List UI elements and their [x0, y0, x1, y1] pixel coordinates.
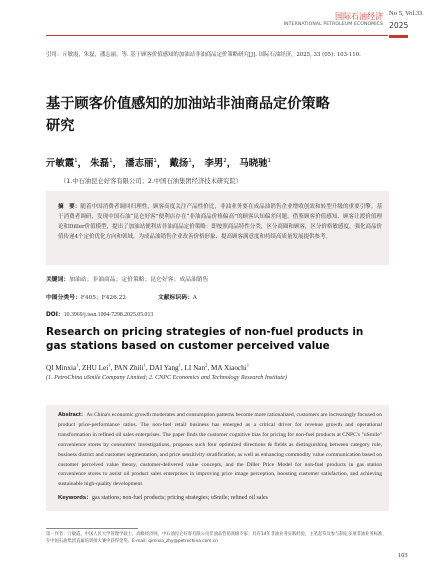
- footnote-divider: [46, 528, 138, 529]
- abstract-en-label: Abstract：: [58, 412, 87, 418]
- author-en: QI Minxia$^1$,: [46, 363, 83, 373]
- author-en: ZHU Lei$^1$,: [82, 363, 115, 373]
- author-en: DAI Yang$^1$,: [149, 363, 185, 373]
- issue-number: No 5, Vol.33: [389, 10, 423, 17]
- abstract-en-text: As China's economic growth moderates and consumption patterns become more rationalized, customers are increasingly focused on product price-performance ratios. The non-fuel retail business has emerged as a critical driver for revenue growth and operational transformation in refined oil sales enterprises. The paper finds the customer cognitive bias for pricing for non-fuel products at CNPC's "uSmile" convenience stores by consumers' investigations, proposes such four optimized directions & fields as distinguishing between category role, business district and customer segmentation, and price sensitivity stratification, as well as enhancing commodity value communication based on customer perceived value theory, customer-delivered value concepts, and the Diller Price Model for non-fuel products in gas station convenience stores to assist oil product sales enterprises in improving price image perception, boosting customer satisfaction, and achieving sustainable high-quality development.: [58, 412, 382, 488]
- author-en: PAN Zhili$^1$,: [114, 363, 150, 373]
- authors-en: [46, 363, 249, 372]
- page-number: 103: [398, 552, 408, 559]
- author-cn: 马晓驰$^1$: [239, 157, 271, 169]
- title-cn: [46, 93, 376, 137]
- doi-value: 10.3969/j.issn.1004-7298.2025.05.013: [63, 312, 154, 318]
- affiliation-cn: （1.中石油昆仑好客有限公司；2.中国石油集团经济技术研究院）: [60, 178, 243, 185]
- authors-cn: [46, 155, 271, 169]
- clc-number: [46, 292, 126, 301]
- issue-year: 2025: [389, 21, 409, 30]
- citation: 引用：亓敏霞，朱磊，潘志丽，等. 基于顾客价值感知的加油站非油商品定价策略研究[J]. 国际石油经济，2025, 33 (05): 103-110.: [46, 52, 361, 58]
- keywords-en-text: gas stations; non-fuel products; pricing strategies; uSmile; refined oil sales: [92, 495, 268, 501]
- author-cn: 朱磊$^1$，: [90, 157, 122, 169]
- keywords-cn-text: 加油站；非油商品；定价策略；昆仑好客；成品油销售: [69, 277, 209, 283]
- keywords-en: [58, 492, 382, 501]
- clc-label: 中图分类号：: [46, 295, 81, 301]
- author-footnote: 第一作者：亓敏霞，中国人民大学管理学硕士，高级经济师，中石油昆仑好客有限公司非油品营销高级专家；具有14年非油业务实践经验，主笔起草及参与制定多项非油业务标准，在中国石油集团直属培训师大赛中获得金奖。E-mail: qimixia_zhy@petrochina.com.cn: [46, 532, 387, 544]
- keywords-cn-label: 关键词：: [46, 277, 70, 283]
- author-en: LI Nan$^2$,: [184, 363, 211, 373]
- keywords-en-label: Keywords：: [58, 495, 93, 501]
- abstract-cn-text: 随着中国消费者调回归理性，顾客高度关注产品性价比，非油业务要在成品油销售企业增收创效和转型升级的重要引擎。基于消费者调研，发现中国石油“昆仑好客”便利店存在“非油商品价格偏高”的顾客认知偏差问题。借鉴顾客价值感知、顾客让渡价值理论和Diller价值模型，提出了加油站便利店非油商品定价策略：即按照商品特性分类，区分商圈和顾客，区分价格敏感度，强化商品价值传递4个定价优化方向和领域，为成品油销售企业改善价格形象、提高顾客满意度和持续高质量发展提供参考。: [58, 204, 382, 240]
- title-en: Research on pricing strategies of non-fuel products in gas stations based on customer perceived value: [46, 326, 364, 352]
- doi: [46, 309, 153, 318]
- author-cn: 潘志丽$^1$，: [125, 157, 167, 169]
- journal-name-cn: 国际石油经济: [335, 12, 383, 21]
- doc-label: 文献标识码：: [158, 295, 193, 301]
- abstract-cn-label: 摘 要：: [58, 204, 81, 210]
- author-cn: 李男$^2$，: [204, 157, 237, 169]
- abstract-cn: [58, 202, 382, 242]
- doi-label: DOI：: [46, 312, 64, 318]
- author-cn: 亓敏霞$^1$，: [46, 157, 88, 169]
- doc-value: A: [192, 295, 197, 301]
- abstract-en: [58, 411, 382, 490]
- author-cn: 戴扬$^1$，: [169, 157, 202, 169]
- header-divider: [46, 35, 388, 36]
- title-cn-line-1: 基于顾客价值感知的加油站非油商品定价策略: [46, 96, 330, 112]
- keywords-cn: [46, 274, 208, 283]
- affiliation-en: (1. PetroChina uSmile Company Limited; 2. CNPC Economics and Technology Research Institute): [46, 375, 287, 381]
- clc-value: F405；F426.22: [80, 295, 126, 301]
- document-code: [158, 292, 197, 301]
- header-accent-bar: [389, 35, 408, 38]
- title-cn-line-2: 研究: [46, 118, 75, 134]
- author-en: MA Xiaochi$^1$: [210, 363, 250, 373]
- journal-name-en: INTERNATIONAL PETROLEUM ECONOMICS: [283, 22, 383, 27]
